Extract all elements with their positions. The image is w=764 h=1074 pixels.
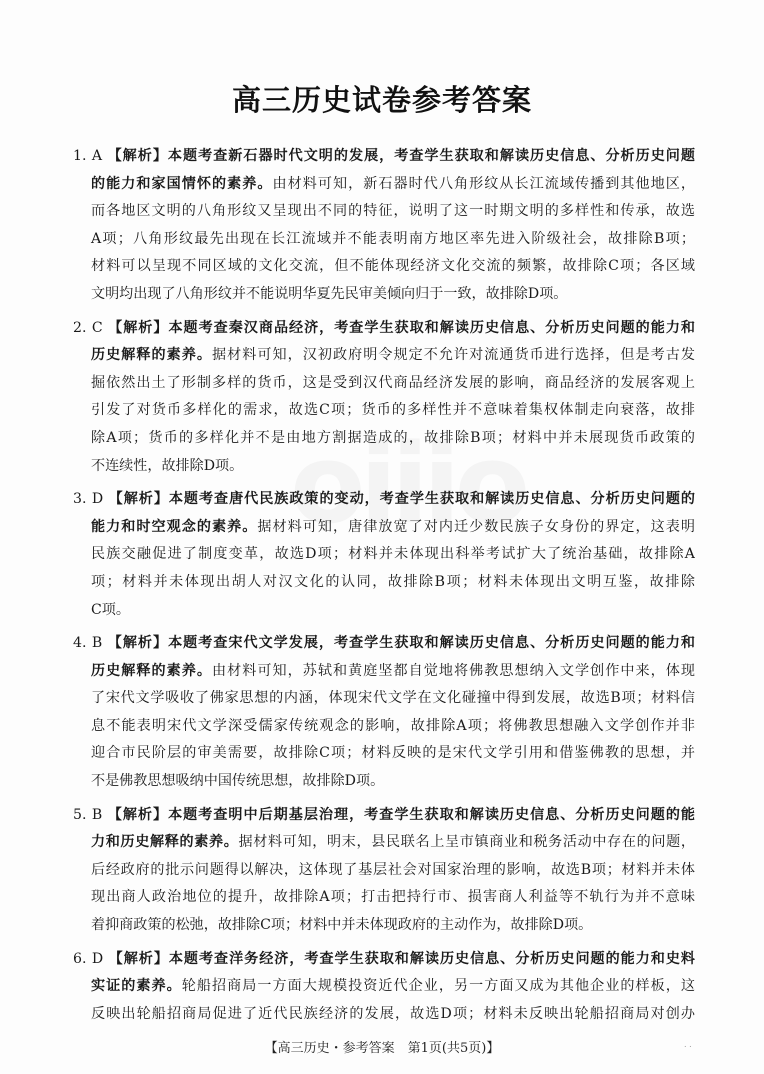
analysis-text: 材料可以呈现不同区域的文化交流，但不能体现经济文化交流的频繁，故排除C项；各区域 (91, 258, 695, 275)
analysis-heading: 【解析】本题考查宋代文学发展，考查学生获取和解读历史信息、分析历史问题的能力和 (107, 635, 695, 652)
answer-line (73, 1001, 695, 1029)
answer-line (73, 281, 695, 309)
answer-line (73, 198, 695, 226)
analysis-text: 不是佛教思想吸纳中国传统思想，故排除D项。 (91, 773, 385, 790)
answer-line (73, 630, 695, 658)
analysis-text: 除A项；货币的多样化并不是由地方割据造成的，故排除B项；材料中并未展现货币政策的 (91, 429, 695, 446)
analysis-text: 据材料可知，明末，县民联名上呈市镇商业和税务活动中存在的问题， (238, 834, 695, 851)
analysis-text: 不连续性，故排除D项。 (91, 457, 244, 474)
answer-number: 6. D (73, 950, 109, 967)
answer-line (73, 713, 695, 741)
analysis-text: 息不能表明宋代文学深受儒家传统观念的影响，故排除A项；将佛教思想融入文学创作并非 (91, 717, 695, 734)
analysis-text: 掘依然出土了形制多样的货币，这是受到汉代商品经济发展的影响，商品经济的发展客观上 (91, 374, 695, 391)
answer-line (73, 541, 695, 569)
page-footer: 【高三历史・参考答案 第1页(共5页)】 (264, 1041, 500, 1056)
analysis-heading: 【解析】本题考查秦汉商品经济，考查学生获取和解读历史信息、分析历史问题的能力和 (108, 319, 695, 336)
analysis-heading: 能力和时空观念的素养。 (91, 518, 258, 535)
answer-line (73, 884, 695, 912)
analysis-text: 项；材料并未体现出胡人对汉文化的认同，故排除B项；材料未体现出文明互鉴，故排除 (91, 573, 695, 590)
corner-mark: . . (684, 1040, 692, 1049)
page-title: 高三历史试卷参考答案 (231, 83, 532, 117)
answer-item-3 (73, 486, 695, 624)
answer-number: 2. C (73, 319, 109, 336)
answer-item-2 (73, 315, 695, 481)
analysis-heading: 【解析】本题考查唐代民族政策的变动，考查学生获取和解读历史信息、分析历史问题的 (108, 491, 695, 508)
analysis-heading: 的能力和家国情怀的素养。 (91, 175, 273, 192)
analysis-heading: 历史解释的素养。 (91, 662, 213, 679)
analysis-heading: 历史解释的素养。 (91, 347, 213, 364)
answer-line (73, 857, 695, 885)
analysis-text: C项。 (91, 601, 130, 618)
answer-line (73, 973, 695, 1001)
answer-line (73, 253, 695, 281)
answer-line (73, 829, 695, 857)
analysis-text: A项；八角形纹最先出现在长江流域并不能表明南方地区率先进入阶级社会，故排除B项； (91, 230, 695, 247)
analysis-heading: 【解析】本题考查洋务经济，考查学生获取和解读历史信息、分析历史问题的能力和史料 (108, 950, 695, 967)
answer-number: 5. B (73, 806, 108, 823)
analysis-heading: 【解析】本题考查明中后期基层治理，考查学生获取和解读历史信息、分析历史问题的能 (107, 806, 695, 823)
analysis-text: 了宋代文学吸收了佛家思想的内涵，体现宋代文学在文化碰撞中得到发展，故选B项；材料信 (91, 690, 695, 707)
analysis-heading: 实证的素养。 (91, 978, 182, 995)
analysis-text: 由材料可知，新石器时代八角形纹从长江流域传播到其他地区， (272, 175, 695, 192)
answer-line (73, 685, 695, 713)
answer-line (73, 315, 695, 343)
answer-line (73, 453, 695, 481)
answer-list (73, 143, 695, 1034)
answer-line (73, 486, 695, 514)
analysis-text: 轮船招商局一方面大规模投资近代企业，另一方面又成为其他企业的样板，这 (181, 978, 695, 995)
answer-item-6 (73, 946, 695, 1029)
analysis-text: 据材料可知，唐律放宽了对内迁少数民族子女身份的界定，这表明 (257, 518, 695, 535)
analysis-text: 文明均出现了八角形纹并不能说明华夏先民审美倾向归于一致，故排除D项。 (91, 285, 568, 302)
answer-line (73, 370, 695, 398)
answer-line (73, 171, 695, 199)
answer-number: 1. A (73, 148, 108, 164)
analysis-text: 而各地区文明的八角形纹又呈现出不同的特征，说明了这一时期文明的多样性和传承，故选 (91, 203, 695, 220)
answer-line (73, 912, 695, 940)
answer-line (73, 802, 695, 830)
answer-line (73, 946, 695, 974)
analysis-text: 现出商人政治地位的提升，故排除A项；打击把持行市、损害商人利益等不轨行为并不意味 (91, 889, 695, 906)
analysis-text: 民族交融促进了制度变革，故选D项；材料并未体现出科举考试扩大了统治基础，故排除A (91, 546, 695, 563)
answer-item-4 (73, 630, 695, 796)
answer-number: 3. D (73, 491, 109, 508)
analysis-text: 着抑商政策的松弛，故排除C项；材料中并未体现政府的主动作为，故排除D项。 (91, 917, 593, 934)
answer-line (73, 740, 695, 768)
analysis-heading: 【解析】本题考查新石器时代文明的发展，考查学生获取和解读历史信息、分析历史问题 (107, 148, 695, 164)
answer-line (73, 768, 695, 796)
analysis-text: 据材料可知，汉初政府明令规定不允许对流通货币进行选择，但是考古发 (212, 347, 695, 364)
answer-item-1 (73, 143, 695, 309)
analysis-heading: 力和历史解释的素养。 (91, 834, 239, 851)
answer-line (73, 425, 695, 453)
answer-line (73, 397, 695, 425)
answer-line (73, 514, 695, 542)
answer-number: 4. B (73, 635, 108, 652)
analysis-text: 反映出轮船招商局促进了近代民族经济的发展，故选D项；材料未反映出轮船招商局对创办 (91, 1005, 695, 1022)
analysis-text: 迎合市民阶层的审美需要，故排除C项；材料反映的是宋代文学引用和借鉴佛教的思想，并 (91, 745, 695, 762)
analysis-text: 由材料可知，苏轼和黄庭坚都自觉地将佛教思想纳入文学创作中来，体现 (212, 662, 695, 679)
answer-line (73, 597, 695, 625)
answer-line (73, 342, 695, 370)
answer-line (73, 143, 695, 171)
analysis-text: 后经政府的批示问题得以解决，这体现了基层社会对国家治理的影响，故选B项；材料并未体 (91, 861, 695, 878)
answer-item-5 (73, 802, 695, 940)
answer-line (73, 569, 695, 597)
answer-line (73, 226, 695, 254)
analysis-text: 引发了对货币多样化的需求，故选C项；货币的多样性并不意味着集权体制走向衰落，故排 (91, 402, 695, 419)
answer-line (73, 658, 695, 686)
